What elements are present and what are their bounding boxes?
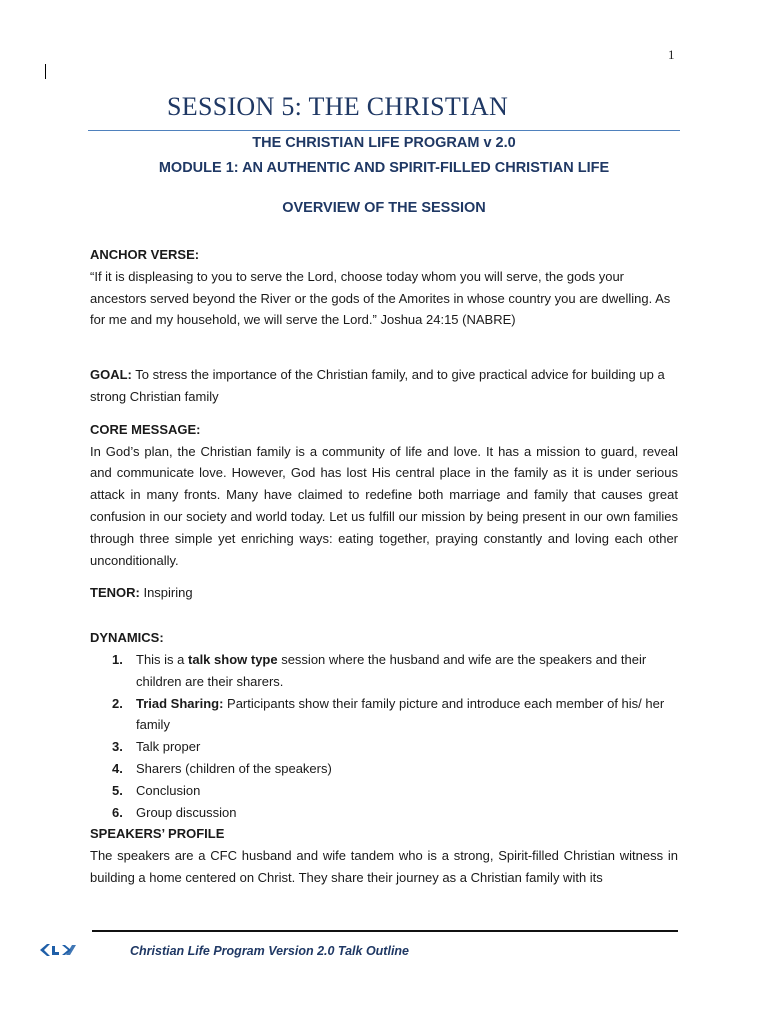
list-number: 2.	[112, 695, 123, 711]
core-message-text: In God’s plan, the Christian family is a community of life and love. It has a mission to guard, reveal and communicate love. However, God has lost His central place in the family as it is under serious attack in many fronts. Many have claimed to redefine both marriage and family that causes great confusion in our society and world today. Let us fulfill our mission by being present in our own families through three simple yet enriching ways: eating together, praying constantly and loving each other unconditionally.	[90, 443, 678, 568]
clp-logo-icon	[38, 942, 78, 958]
dynamics-list	[90, 649, 678, 823]
session-title: SESSION 5: THE CHRISTIAN	[167, 92, 509, 121]
list-item	[112, 649, 678, 693]
list-item	[112, 736, 678, 758]
list-item	[112, 758, 678, 780]
goal-text: To stress the importance of the Christian family, and to give practical advice for building up a strong Christian family	[90, 367, 665, 404]
item-bold: talk show type	[188, 651, 278, 667]
tenor-section	[90, 582, 678, 604]
anchor-verse-label: ANCHOR VERSE:	[90, 247, 200, 262]
list-item	[112, 802, 678, 824]
page-number: 1	[668, 47, 675, 62]
dynamics-label: DYNAMICS:	[90, 630, 164, 646]
item-text: This is a	[136, 651, 189, 667]
core-message-label: CORE MESSAGE:	[90, 421, 201, 437]
list-item	[112, 780, 678, 802]
list-number: 1.	[112, 651, 123, 667]
item-text: Sharers (children of the speakers)	[136, 760, 332, 776]
goal-section	[90, 364, 678, 408]
title-divider	[88, 130, 680, 131]
list-number: 5.	[112, 782, 123, 798]
speakers-profile-label: SPEAKERS’ PROFILE	[90, 826, 225, 842]
item-text: session where the husband and wife are the speakers and their children are their sharers.	[136, 651, 647, 689]
module-title: MODULE 1: AN AUTHENTIC AND SPIRIT-FILLED CHRISTIAN LIFE	[158, 160, 610, 176]
overview-title: OVERVIEW OF THE SESSION	[282, 200, 486, 216]
list-item	[112, 693, 678, 737]
tenor-label: TENOR:	[90, 585, 140, 601]
tenor-text: Inspiring	[139, 585, 193, 601]
item-text: Group discussion	[136, 804, 237, 820]
document-body	[90, 244, 678, 889]
goal-label: GOAL:	[90, 367, 132, 383]
item-bold: Triad Sharing:	[136, 695, 224, 711]
program-title: THE CHRISTIAN LIFE PROGRAM v 2.0	[252, 135, 516, 151]
speakers-profile-text: The speakers are a CFC husband and wife tandem who is a strong, Spirit-filled Christian witness in building a home centered on Christ. They share their journey as a Christian family with its	[90, 848, 678, 885]
item-text: Conclusion	[136, 782, 201, 798]
item-text: Talk proper	[136, 739, 201, 755]
footer-divider	[92, 930, 678, 932]
list-number: 4.	[112, 760, 123, 776]
anchor-verse-text: “If it is displeasing to you to serve the Lord, choose today whom you will serve, the gods your ancestors served beyond the River or the gods of the Amorites in whose country you are dwelling. As for me and my household, we will serve the Lord.” Joshua 24:15 (NABRE)	[90, 268, 671, 328]
text-cursor	[45, 64, 46, 79]
item-text: Participants show their family picture and introduce each member of his/ her family	[136, 695, 665, 733]
list-number: 6.	[112, 804, 123, 820]
list-number: 3.	[112, 739, 123, 755]
footer-text: Christian Life Program Version 2.0 Talk Outline	[130, 944, 410, 958]
